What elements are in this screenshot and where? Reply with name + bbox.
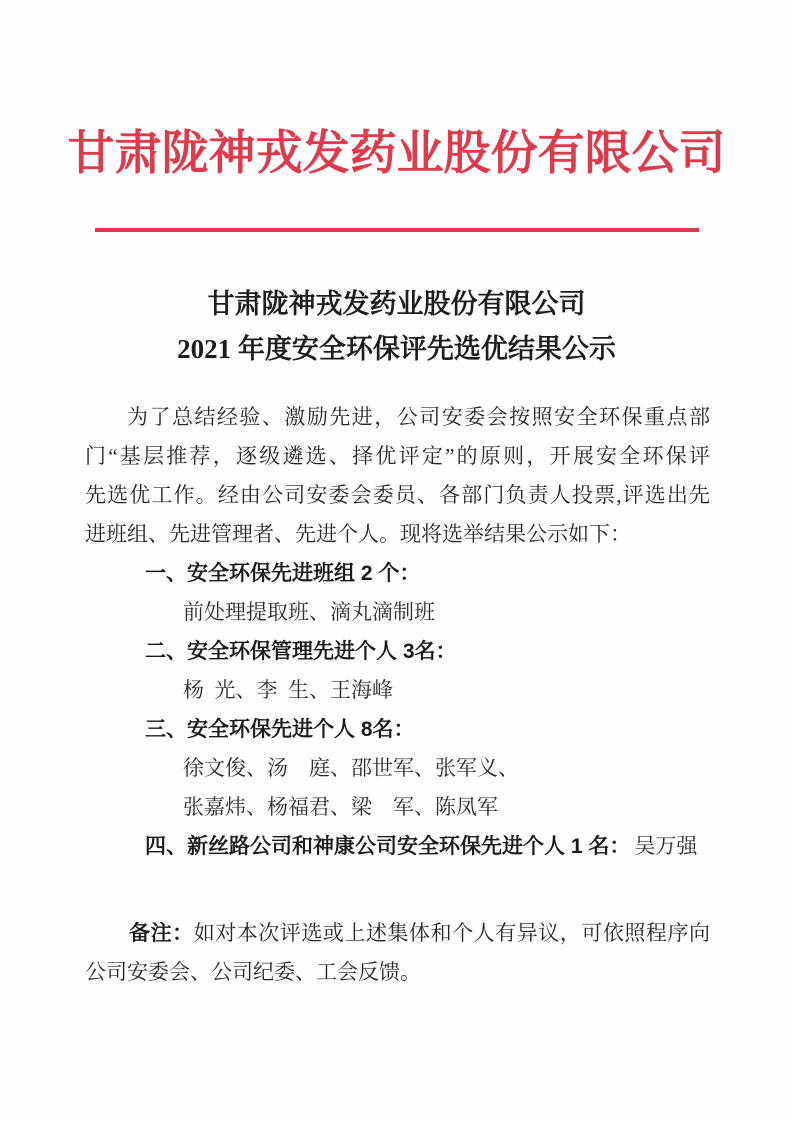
section-1-heading-advanced-teams: 一、安全环保先进班组 2 个： xyxy=(145,562,421,585)
section-2-heading-management-individuals: 二、安全环保管理先进个人 3名： xyxy=(145,640,457,663)
section-3-winners-row-2: 张嘉炜、杨福君、梁 军、陈凤军 xyxy=(183,795,498,819)
intro-paragraph xyxy=(0,398,793,554)
intro-line-2: 门“基层推荐，逐级遴选、择优评定”的原则，开展安全环保评 xyxy=(85,444,710,468)
section-1-winners: 前处理提取班、滴丸滴制班 xyxy=(183,600,435,624)
remark-text: 如对本次评选或上述集体和个人有异议，可依照程序向公司安委会、公司纪委、工会反馈。 xyxy=(85,921,711,984)
remark-label: 备注： xyxy=(129,921,194,945)
section-4-winner-name: 吴万强 xyxy=(634,834,698,858)
document-title-line-1: 甘肃陇神戎发药业股份有限公司 xyxy=(207,289,586,319)
remark-paragraph xyxy=(85,914,710,992)
intro-line-4: 进班组、先进管理者、先进个人。现将选举结果公示如下： xyxy=(85,522,631,546)
section-4-heading-text: 四、新丝路公司和神康公司安全环保先进个人 1 名： xyxy=(145,835,631,858)
document-title-line-2: 2021 年度安全环保评先选优结果公示 xyxy=(177,334,616,364)
document-title xyxy=(0,282,793,372)
intro-line-1: 为了总结经验、激励先进，公司安委会按照安全环保重点部 xyxy=(127,405,710,429)
section-3-heading-advanced-individuals: 三、安全环保先进个人 8名： xyxy=(145,718,415,741)
letterhead-divider-rule xyxy=(95,228,699,232)
company-letterhead: 甘肃陇神戎发药业股份有限公司 xyxy=(67,128,726,180)
award-sections xyxy=(0,554,793,866)
intro-line-3: 先选优工作。经由公司安委会委员、各部门负责人投票,评选出先 xyxy=(85,483,710,507)
section-3-winners-row-1: 徐文俊、汤 庭、邵世军、张军义、 xyxy=(183,756,519,780)
section-4-heading-subsidiary-individual xyxy=(0,827,793,866)
section-2-winners: 杨 光、李 生、王海峰 xyxy=(183,678,393,702)
